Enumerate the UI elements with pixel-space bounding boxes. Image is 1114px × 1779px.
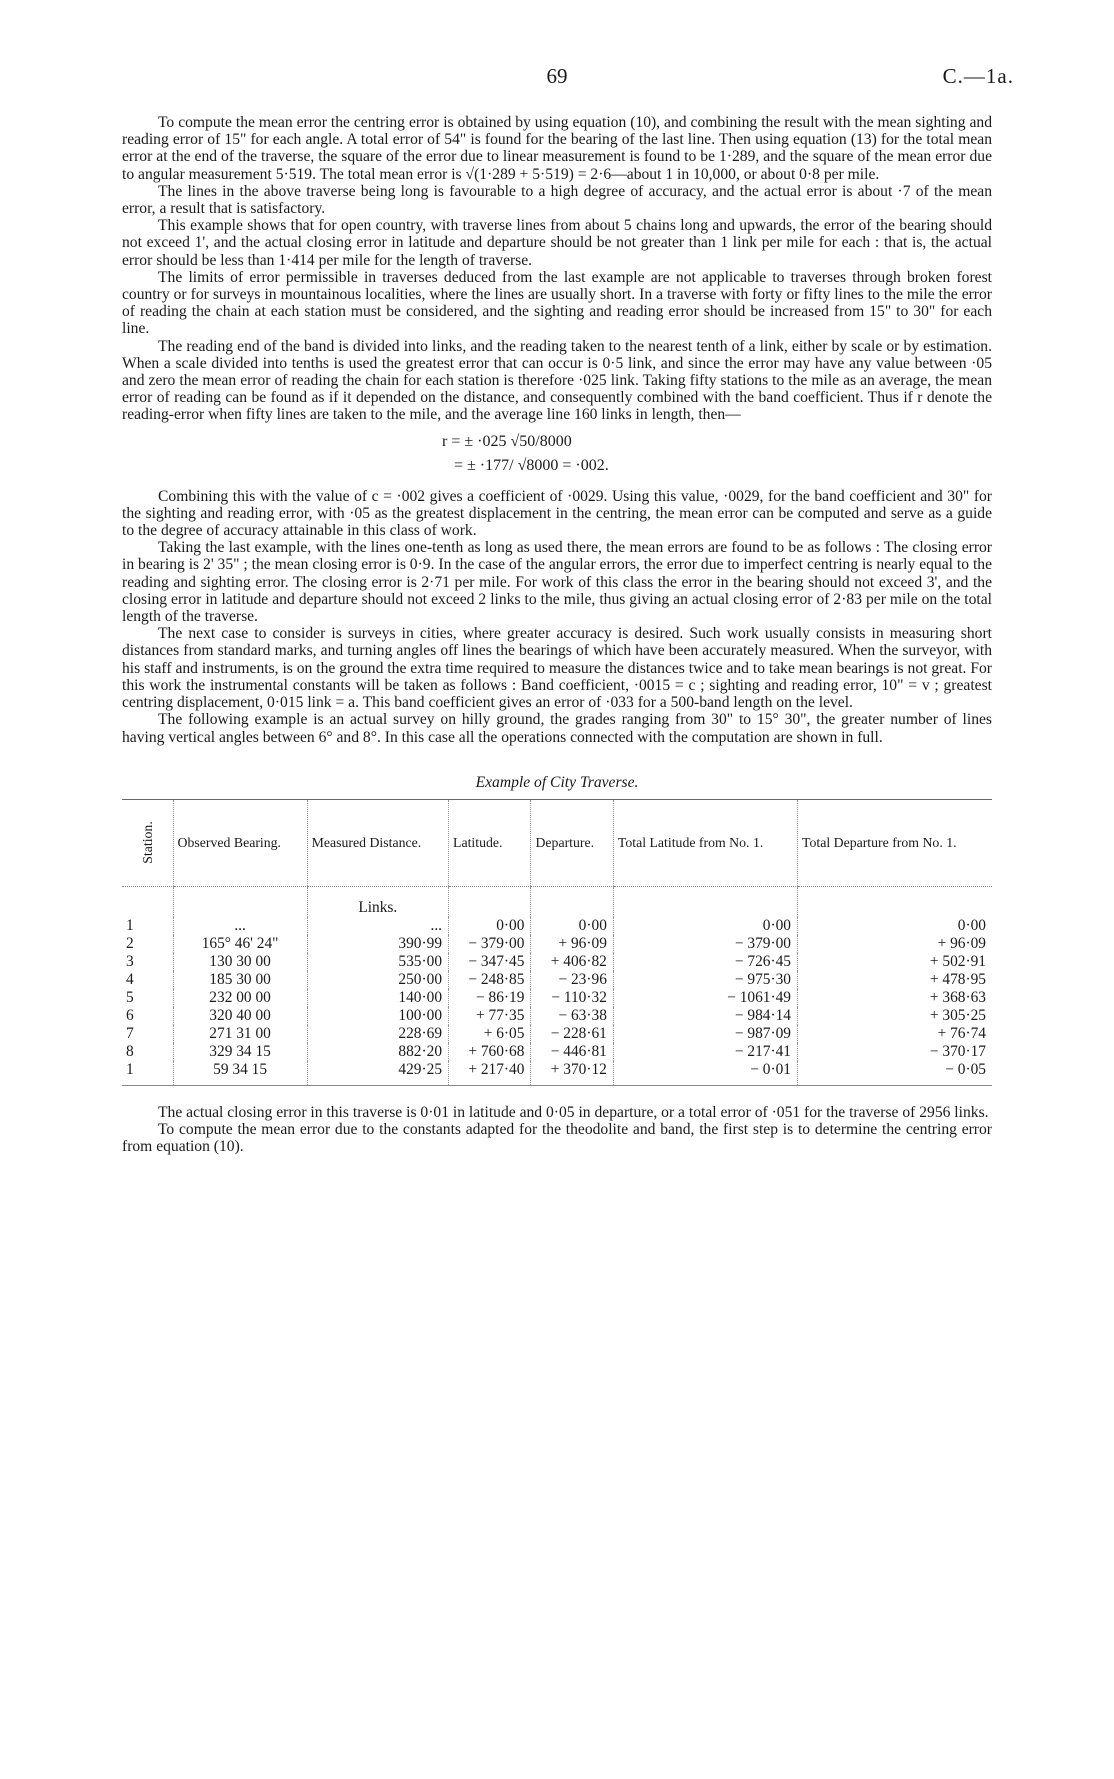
cell-departure: + 406·82 xyxy=(531,953,613,971)
header-total-departure: Total Departure from No. 1. xyxy=(798,799,993,886)
cell-total-lat: − 975·30 xyxy=(613,971,797,989)
cell-latitude: + 77·35 xyxy=(449,1007,531,1025)
header-latitude: Latitude. xyxy=(449,799,531,886)
cell-total-dep: + 96·09 xyxy=(798,935,993,953)
cell-latitude: − 347·45 xyxy=(449,953,531,971)
cell-distance: 882·20 xyxy=(307,1043,448,1061)
table-row xyxy=(122,1043,992,1061)
cell-departure: − 228·61 xyxy=(531,1025,613,1043)
cell-departure: − 63·38 xyxy=(531,1007,613,1025)
cell-total-dep: 0·00 xyxy=(798,917,993,935)
cell-total-dep: − 370·17 xyxy=(798,1043,993,1061)
cell-distance: ... xyxy=(307,917,448,935)
header-total-latitude: Total Latitude from No. 1. xyxy=(613,799,797,886)
page-number: 69 xyxy=(546,64,568,88)
cell-station: 7 xyxy=(126,1024,134,1042)
table-caption: Example of City Traverse. xyxy=(475,773,639,791)
table-row xyxy=(122,971,992,989)
cell-station: 2 xyxy=(126,934,134,952)
table-row xyxy=(122,953,992,971)
paragraph: The following example is an actual survey on hilly ground, the grades ranging from 30" to 15° 30", the greater number of lines having vertical angles between 6° and 8°. In this case all the operations connected with the computation are shown in full. xyxy=(122,711,992,746)
paragraph: Taking the last example, with the lines one-tenth as long as used there, the mean errors are found to be as follows : The closing error in bearing is 2' 35" ; the mean closing error is 0·9. In the case of the angular errors, the error due to imperfect centring is nearly equal to the reading and sighting error. The closing error is 2·71 per mile. For work of this class the error in the bearing should not exceed 3', and the closing error in latitude and departure should not exceed 2 links to the mile, thus giving an actual closing error of 2·83 per mile on the total length of the traverse. xyxy=(122,539,992,626)
cell-departure: − 110·32 xyxy=(531,989,613,1007)
cell-total-dep: + 368·63 xyxy=(798,989,993,1007)
paragraph: The limits of error permissible in traverses deduced from the last example are not applicable to traverses through broken forest country or for surveys in mountainous localities, where the lines are usually short. In a traverse with forty or fifty lines to the mile the error of reading the chain at each station must be considered, and the sighting and reading error should be increased from 15" to 30" for each line. xyxy=(122,268,992,338)
cell-latitude: 0·00 xyxy=(449,917,531,935)
cell-latitude: + 760·68 xyxy=(449,1043,531,1061)
cell-bearing: 165° 46' 24" xyxy=(173,935,307,953)
cell-total-lat: − 987·09 xyxy=(613,1025,797,1043)
traverse-table xyxy=(122,799,992,1086)
cell-total-lat: − 984·14 xyxy=(613,1007,797,1025)
paragraph: To compute the mean error the centring error is obtained by using equation (10), and combining the result with the mean sighting and reading error of 15" for each angle. A total error of 54" is found for the bearing of the last line. Then using equation (13) for the total mean error at the end of the traverse, the square of the error due to linear measurement is found to be 1·289, and the square of the mean error due to angular measurement 5·519. The total mean error is √(1·289 + 5·519) = 2·6—about 1 in 10,000, or about 0·8 per mile. xyxy=(122,114,992,183)
cell-total-lat: − 217·41 xyxy=(613,1043,797,1061)
cell-station: 8 xyxy=(126,1042,134,1060)
cell-latitude: − 379·00 xyxy=(449,935,531,953)
table-row xyxy=(122,935,992,953)
cell-total-dep: − 0·05 xyxy=(798,1061,993,1086)
header-departure: Departure. xyxy=(531,799,613,886)
paragraph: The next case to consider is surveys in cities, where greater accuracy is desired. Such work usually consists in measuring short distances from standard marks, and turning angles off lines the bearings of which have been accurately measured. When the surveyor, with his staff and instruments, is on the ground the extra time required to measure the distances twice and to take mean bearings is not great. For this work the instrumental constants will be taken as follows : Band coefficient, ·0015 = c ; sighting and reading error, 10" = v ; greatest centring displacement, 0·015 link = a. This band coefficient gives an error of ·033 for a 500-band length on the level. xyxy=(122,625,992,712)
cell-distance: 390·99 xyxy=(307,935,448,953)
cell-total-dep: + 76·74 xyxy=(798,1025,993,1043)
table-row xyxy=(122,917,992,935)
cell-total-lat: − 0·01 xyxy=(613,1061,797,1086)
equation-line: r = ± ·025 √50/8000 xyxy=(442,432,572,450)
cell-total-dep: + 502·91 xyxy=(798,953,993,971)
cell-bearing: 320 40 00 xyxy=(173,1007,307,1025)
cell-station: 4 xyxy=(126,970,134,988)
cell-station: 1 xyxy=(126,916,134,934)
cell-bearing: 232 00 00 xyxy=(173,989,307,1007)
cell-station: 3 xyxy=(126,952,134,970)
paragraph: The lines in the above traverse being long is favourable to a high degree of accuracy, and the actual error is about ·7 of the mean error, a result that is satisfactory. xyxy=(122,182,992,218)
paragraph: This example shows that for open country, with traverse lines from about 5 chains long and upwards, the error of the bearing should not exceed 1', and the actual closing error in latitude and departure should be not greater than 1 link per mile for each : that is, the actual error should be less than 1·414 per mile for the length of traverse. xyxy=(122,217,992,269)
header-distance: Measured Distance. xyxy=(307,799,448,886)
cell-bearing: 130 30 00 xyxy=(173,953,307,971)
cell-latitude: + 6·05 xyxy=(449,1025,531,1043)
cell-total-lat: − 379·00 xyxy=(613,935,797,953)
cell-bearing: 185 30 00 xyxy=(173,971,307,989)
cell-distance: 140·00 xyxy=(307,989,448,1007)
equation xyxy=(122,430,992,478)
table-header-row xyxy=(122,799,992,886)
paragraph: The reading end of the band is divided into links, and the reading taken to the nearest tenth of a link, either by scale or by estimation. When a scale divided into tenths is used the greatest error that can occur is 0·5 link, and since the error may have any value between ·05 and zero the mean error of reading the chain for each station is therefore ·025 link. Taking fifty stations to the mile as an average, the mean error of reading can be found as if it depended on the distance, and consequently combined with the band coefficient. Thus if r denote the reading-error when fifty lines are taken to the mile, and the average line 160 links in length, then— xyxy=(122,337,992,424)
cell-bearing: 329 34 15 xyxy=(173,1043,307,1061)
cell-distance: 429·25 xyxy=(307,1061,448,1086)
cell-bearing: 271 31 00 xyxy=(173,1025,307,1043)
cell-latitude: − 86·19 xyxy=(449,989,531,1007)
paragraph: Combining this with the value of c = ·002 gives a coefficient of ·0029. Using this value, ·0029, for the band coefficient and 30" for the sighting and reading error, with ·05 as the greatest displacement in the centring, the mean error can be computed and serve as a guide to the degree of accuracy attainable in this class of work. xyxy=(122,487,992,540)
cell-distance: 100·00 xyxy=(307,1007,448,1025)
paragraph: To compute the mean error due to the constants adapted for the theodolite and band, the first step is to determine the centring error from equation (10). xyxy=(122,1121,992,1156)
header-station: Station. xyxy=(122,799,173,886)
cell-latitude: + 217·40 xyxy=(449,1061,531,1086)
cell-departure: − 23·96 xyxy=(531,971,613,989)
body-text xyxy=(122,114,992,1156)
paragraph: The actual closing error in this traverse is 0·01 in latitude and 0·05 in departure, or a total error of ·051 for the traverse of 2956 links. xyxy=(158,1103,989,1121)
cell-departure: − 446·81 xyxy=(531,1043,613,1061)
distance-unit: Links. xyxy=(307,886,448,917)
document-reference: C.—1a. xyxy=(942,64,1014,88)
cell-total-lat: − 1061·49 xyxy=(613,989,797,1007)
table-row xyxy=(122,1007,992,1025)
cell-departure: + 96·09 xyxy=(531,935,613,953)
units-row xyxy=(122,886,992,917)
cell-station: 5 xyxy=(126,988,134,1006)
cell-departure: 0·00 xyxy=(531,917,613,935)
equation-line: = ± ·177/ √8000 = ·002. xyxy=(442,456,609,474)
cell-total-lat: 0·00 xyxy=(613,917,797,935)
page-header xyxy=(0,64,1114,94)
cell-total-dep: + 478·95 xyxy=(798,971,993,989)
cell-station: 6 xyxy=(126,1006,134,1024)
cell-distance: 228·69 xyxy=(307,1025,448,1043)
cell-total-lat: − 726·45 xyxy=(613,953,797,971)
cell-total-dep: + 305·25 xyxy=(798,1007,993,1025)
header-bearing: Observed Bearing. xyxy=(173,799,307,886)
table-row xyxy=(122,1061,992,1086)
cell-latitude: − 248·85 xyxy=(449,971,531,989)
cell-bearing: 59 34 15 xyxy=(173,1061,307,1086)
cell-bearing: ... xyxy=(173,917,307,935)
table-row xyxy=(122,1025,992,1043)
cell-distance: 250·00 xyxy=(307,971,448,989)
cell-distance: 535·00 xyxy=(307,953,448,971)
cell-departure: + 370·12 xyxy=(531,1061,613,1086)
table-row xyxy=(122,989,992,1007)
cell-station: 1 xyxy=(122,1061,173,1086)
